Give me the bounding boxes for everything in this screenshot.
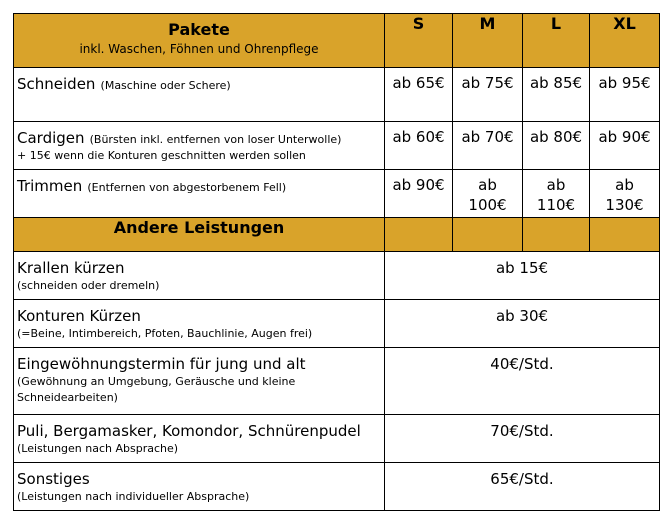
price-s: ab 90€ [385, 170, 453, 218]
other-sub: (Leistungen nach Absprache) [17, 442, 179, 455]
other-price: ab 30€ [385, 300, 660, 348]
other-row-puli [14, 415, 660, 463]
package-name: Schneiden [17, 75, 96, 93]
packages-title: Pakete [168, 20, 230, 39]
header-empty-cell [590, 218, 660, 252]
packages-header-row [14, 14, 660, 68]
package-label-cell [14, 68, 385, 122]
other-sub: (=Beine, Intimbereich, Pfoten, Bauchlinie, Augen frei) [17, 327, 313, 340]
size-header-xl: XL [590, 14, 660, 68]
package-note: (Entfernen von abgestorbenem Fell) [87, 181, 287, 194]
other-price: 65€/Std. [385, 463, 660, 511]
other-sub: (Leistungen nach individueller Absprache) [17, 490, 250, 503]
other-row-konturen [14, 300, 660, 348]
packages-subtitle: inkl. Waschen, Föhnen und Ohrenpflege [79, 42, 319, 56]
other-name: Konturen Kürzen [17, 307, 141, 325]
other-label-cell [14, 300, 385, 348]
other-services-header-row [14, 218, 660, 252]
package-name: Trimmen [17, 177, 83, 195]
other-row-eingewoehnung [14, 348, 660, 415]
other-sub: (Gewöhnung an Umgebung, Geräusche und kleine Schneidearbeiten) [17, 375, 296, 404]
header-empty-cell [453, 218, 523, 252]
price-m: ab 75€ [453, 68, 523, 122]
other-label-cell [14, 252, 385, 300]
header-empty-cell [523, 218, 590, 252]
price-l: ab 80€ [523, 122, 590, 170]
other-price: ab 15€ [385, 252, 660, 300]
price-l: ab 110€ [523, 170, 590, 218]
price-xl: ab 130€ [590, 170, 660, 218]
other-name: Puli, Bergamasker, Komondor, Schnürenpudel [17, 422, 361, 440]
price-xl: ab 90€ [590, 122, 660, 170]
package-name: Cardigen [17, 129, 85, 147]
price-m: ab 100€ [453, 170, 523, 218]
price-table [13, 13, 660, 511]
package-row-cardigen [14, 122, 660, 170]
other-row-sonstiges [14, 463, 660, 511]
other-name: Eingewöhnungstermin für jung und alt [17, 355, 306, 373]
other-label-cell [14, 415, 385, 463]
size-header-l: L [523, 14, 590, 68]
other-name: Krallen kürzen [17, 259, 125, 277]
package-note: (Maschine oder Schere) [100, 79, 231, 92]
price-s: ab 60€ [385, 122, 453, 170]
package-label-cell [14, 122, 385, 170]
package-label-cell [14, 170, 385, 218]
price-xl: ab 95€ [590, 68, 660, 122]
package-row-schneiden [14, 68, 660, 122]
package-extra-note: + 15€ wenn die Konturen geschnitten werden sollen [17, 149, 306, 162]
package-note: (Bürsten inkl. entfernen von loser Unterwolle) [89, 133, 342, 146]
header-empty-cell [385, 218, 453, 252]
other-label-cell [14, 463, 385, 511]
size-header-m: M [453, 14, 523, 68]
size-header-s: S [385, 14, 453, 68]
other-price: 70€/Std. [385, 415, 660, 463]
other-label-cell [14, 348, 385, 415]
other-name: Sonstiges [17, 470, 90, 488]
price-l: ab 85€ [523, 68, 590, 122]
price-s: ab 65€ [385, 68, 453, 122]
other-services-title: Andere Leistungen [14, 218, 385, 252]
other-row-krallen [14, 252, 660, 300]
other-sub: (schneiden oder dremeln) [17, 279, 160, 292]
other-price: 40€/Std. [385, 348, 660, 415]
packages-header-cell [14, 14, 385, 68]
package-row-trimmen [14, 170, 660, 218]
price-m: ab 70€ [453, 122, 523, 170]
